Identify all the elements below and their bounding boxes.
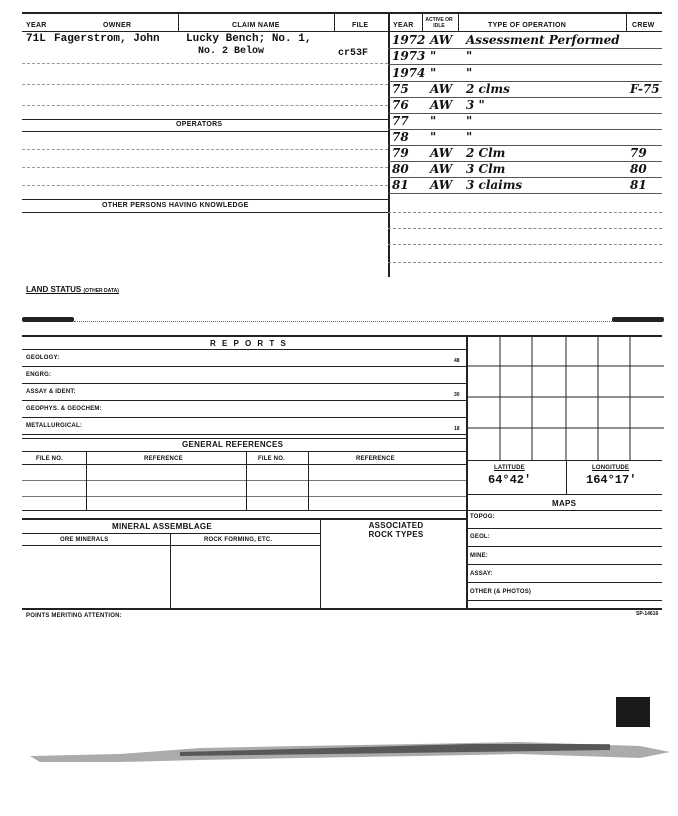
col-ore-minerals: ORE MINERALS [60, 537, 109, 543]
divider-mineral [170, 533, 171, 608]
form-id: SP-14616 [636, 611, 659, 617]
rule [22, 105, 388, 106]
op-year: 78 [392, 130, 409, 144]
op-type: 3 " [466, 98, 485, 112]
op-crew: 79 [630, 146, 647, 160]
rule [22, 349, 466, 350]
rule [22, 464, 466, 465]
rule [466, 528, 662, 529]
op-type: 3 claims [466, 178, 523, 192]
col-owner: OWNER [103, 22, 132, 29]
land-status-sub: (OTHER DATA) [83, 288, 119, 294]
maps-other: OTHER (& PHOTOS) [470, 589, 532, 595]
divider-active [458, 12, 459, 32]
op-year: 80 [392, 162, 409, 176]
land-status-line [74, 321, 612, 322]
op-row-line [388, 64, 662, 65]
land-status-label: LAND STATUS [26, 285, 82, 294]
op-status: AW [430, 162, 453, 176]
maps-title: MAPS [552, 499, 577, 508]
op-type: " [466, 66, 473, 80]
op-year: 81 [392, 178, 409, 192]
rule [22, 185, 388, 186]
general-references-title: GENERAL REFERENCES [182, 440, 284, 449]
report-row-label: ASSAY & IDENT: [26, 389, 76, 395]
op-year: 1973 [392, 49, 426, 63]
op-type: 2 Clm [466, 146, 506, 160]
divider-ref [308, 451, 309, 510]
op-year: 1974 [392, 66, 426, 80]
rule [22, 131, 388, 132]
rule [22, 438, 466, 439]
op-status: AW [430, 33, 453, 47]
rule [22, 480, 466, 481]
col-year-2: YEAR [393, 22, 414, 29]
divider-year2 [422, 12, 423, 32]
op-crew: 81 [630, 178, 647, 192]
rule [466, 494, 662, 495]
op-status: AW [430, 98, 453, 112]
divider-rock-types [320, 518, 321, 608]
scan-noise-band [0, 718, 678, 768]
op-status: " [430, 130, 437, 144]
col-active-idle: ACTIVE OR IDLE [425, 17, 453, 29]
rule [22, 84, 388, 85]
refs-col-reference-2: REFERENCE [356, 456, 395, 462]
op-type: " [466, 49, 473, 63]
report-row-label: GEOPHYS. & GEOCHEM: [26, 406, 102, 412]
op-status: AW [430, 178, 453, 192]
op-year: 79 [392, 146, 409, 160]
rule [466, 546, 662, 547]
rule [22, 149, 388, 150]
op-crew: 80 [630, 162, 647, 176]
divider-ref [86, 451, 87, 510]
op-type: 3 Clm [466, 162, 506, 176]
points-meriting-attention: POINTS MERITING ATTENTION: [26, 613, 122, 619]
op-status: AW [430, 146, 453, 160]
grid-lines [468, 335, 664, 460]
op-year: 1972 [392, 33, 426, 47]
col-rock-forming: ROCK FORMING, ETC. [204, 537, 273, 543]
refs-col-reference: REFERENCE [144, 456, 183, 462]
report-row-label: ENGRG: [26, 372, 52, 378]
maps-topog: TOPOG: [470, 514, 495, 520]
rule [466, 582, 662, 583]
report-row-line [22, 383, 466, 384]
header-underline [22, 31, 662, 32]
op-year: 77 [392, 114, 409, 128]
rule [22, 199, 388, 200]
op-type: " [466, 114, 473, 128]
redaction-bar-right [612, 317, 664, 322]
op-row-line [388, 193, 662, 194]
report-row-number: 30 [454, 392, 460, 398]
report-row-number: 18 [454, 426, 460, 432]
rule [22, 545, 320, 546]
mineral-top-border [22, 518, 466, 520]
divider-owner [178, 12, 179, 32]
col-file: FILE [352, 22, 369, 29]
maps-mine: MINE: [470, 553, 488, 559]
rule [466, 600, 662, 601]
divider-file [334, 12, 335, 32]
op-blank-row-line [388, 212, 662, 213]
col-crew: CREW [632, 22, 655, 29]
rule [22, 63, 388, 64]
op-type: " [466, 130, 473, 144]
maps-assay: ASSAY: [470, 571, 493, 577]
mineral-assemblage-title: MINERAL ASSEMBLAGE [112, 522, 213, 531]
report-row-number: 48 [454, 358, 460, 364]
redaction-bar-left [22, 317, 74, 322]
location-grid [466, 335, 664, 460]
report-row-line [22, 417, 466, 418]
op-blank-row-line [388, 262, 662, 263]
divider-lat-lon [566, 460, 567, 494]
rule [466, 510, 662, 511]
other-persons-title: OTHER PERSONS HAVING KNOWLEDGE [102, 202, 249, 209]
rule [22, 451, 466, 452]
maps-geol: GEOL: [470, 534, 490, 540]
claim-year: 71L [26, 33, 46, 45]
col-year: YEAR [26, 22, 47, 29]
operators-title: OPERATORS [176, 121, 223, 128]
rule [22, 167, 388, 168]
longitude-value: 164°17' [586, 473, 637, 487]
col-claim-name: CLAIM NAME [232, 22, 280, 29]
op-blank-row-line [388, 244, 662, 245]
top-border [22, 12, 662, 14]
op-type: Assessment Performed [466, 33, 620, 47]
longitude-label: LONGITUDE [592, 465, 630, 471]
op-status: " [430, 114, 437, 128]
report-row-label: METALLURGICAL: [26, 423, 83, 429]
associated-rock-types-title: ASSOCIATED ROCK TYPES [368, 521, 424, 539]
divider-maps [466, 460, 468, 608]
op-status: AW [430, 82, 453, 96]
report-row-line [22, 400, 466, 401]
claim-file: cr53F [338, 48, 369, 59]
op-blank-row-line [388, 228, 662, 229]
report-row-line [22, 434, 466, 435]
claim-name-line1: Lucky Bench; No. 1, [186, 33, 312, 45]
rule [22, 212, 388, 213]
rule [466, 460, 662, 461]
report-row-label: GEOLOGY: [26, 355, 60, 361]
claim-name-line2: No. 2 Below [198, 46, 265, 57]
rule [22, 533, 320, 534]
op-status: " [430, 66, 437, 80]
op-year: 76 [392, 98, 409, 112]
op-crew: F-75 [630, 82, 660, 96]
refs-col-file-no-2: FILE NO. [258, 456, 285, 462]
rule [22, 510, 466, 511]
rule [466, 564, 662, 565]
rule [22, 496, 466, 497]
latitude-value: 64°42' [488, 473, 532, 487]
latitude-label: LATITUDE [494, 465, 525, 471]
mineral-bottom-border [22, 608, 662, 610]
reports-title: R E P O R T S [210, 339, 288, 348]
divider-ref [246, 451, 247, 510]
op-status: " [430, 49, 437, 63]
report-row-line [22, 366, 466, 367]
op-type: 2 clms [466, 82, 510, 96]
claim-owner: Fagerstrom, John [54, 33, 160, 45]
land-status-title [26, 285, 119, 294]
op-year: 75 [392, 82, 409, 96]
refs-col-file-no: FILE NO. [36, 456, 63, 462]
divider-crew [626, 12, 627, 32]
rule [22, 119, 388, 120]
col-type-of-operation: TYPE OF OPERATION [488, 22, 567, 29]
